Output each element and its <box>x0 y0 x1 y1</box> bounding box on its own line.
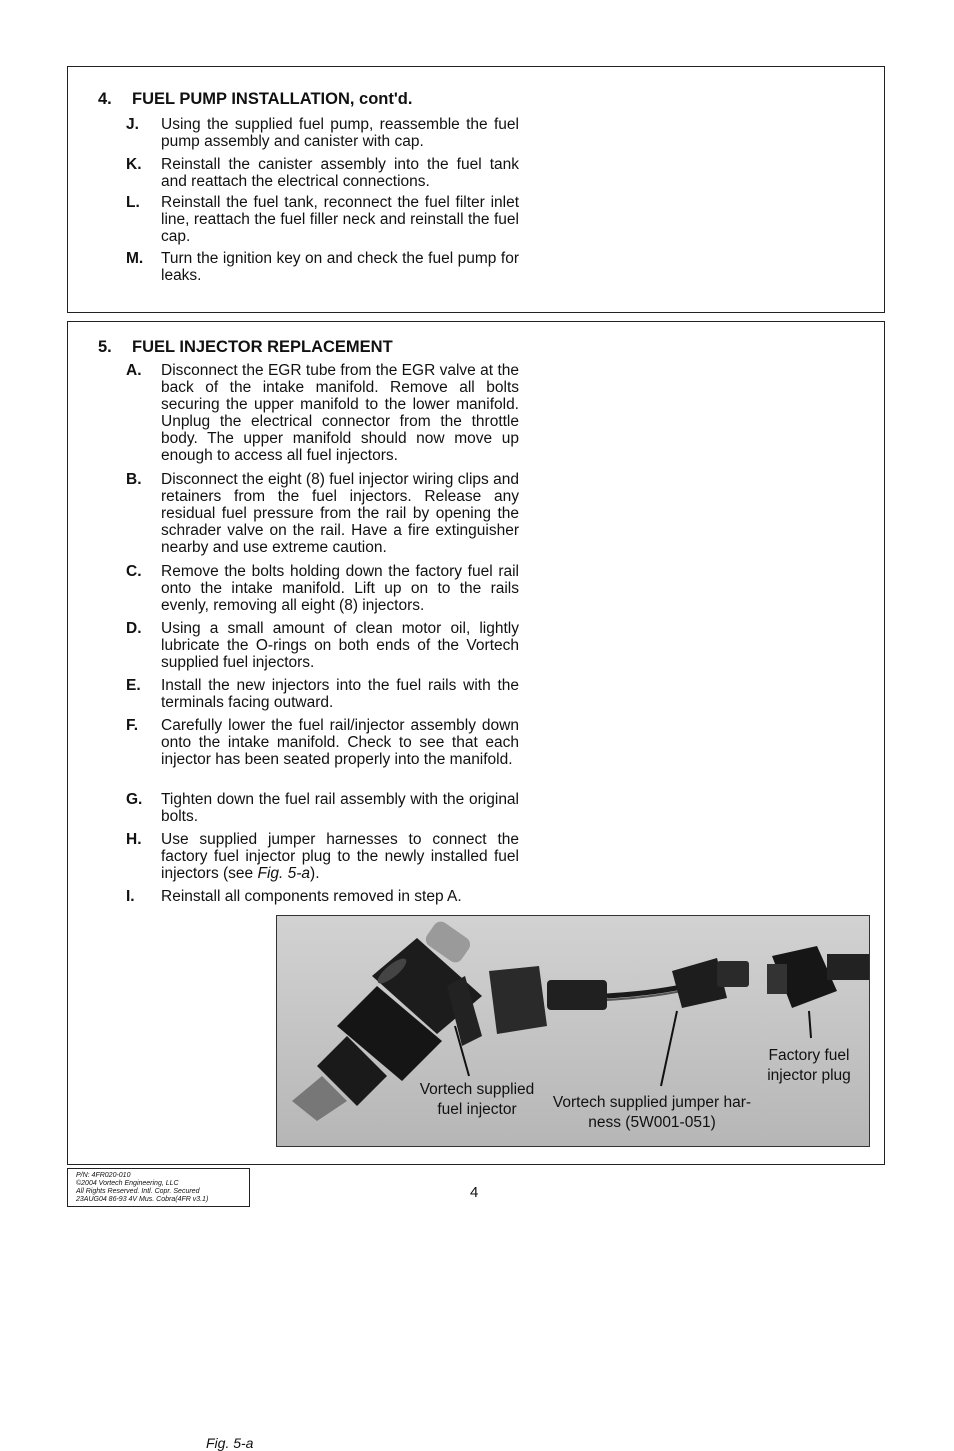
step-text: Turn the ignition key on and check the fuel pump for leaks. <box>161 250 519 284</box>
step-text-part: Use supplied jumper harnesses to connect the factory fuel injector plug to the newly installed fuel injectors (see <box>161 831 519 882</box>
caption-fuel-injector <box>411 1080 543 1120</box>
jumper-harness-illustration <box>489 958 749 1034</box>
pointer-line <box>809 1011 811 1038</box>
section-title: FUEL INJECTOR REPLACEMENT <box>132 338 393 356</box>
caption-line: ness (5W001-051) <box>588 1114 716 1131</box>
figure-photo <box>276 915 870 1147</box>
step-letter: A. <box>126 362 142 379</box>
step-text: Reinstall the fuel tank, reconnect the fuel filter inlet line, reattach the fuel filler neck and reinstall the fuel cap. <box>161 194 519 245</box>
section-number: 4. <box>98 90 112 108</box>
step-b <box>126 471 519 556</box>
figure-reference: Fig. 5-a <box>257 865 311 882</box>
step-letter: F. <box>126 717 139 734</box>
footer-info-box <box>67 1168 250 1207</box>
step-text: Remove the bolts holding down the factory fuel rail onto the intake manifold. Lift up on to the rails evenly, removing all eight (8) injectors. <box>161 563 519 614</box>
copyright: ©2004 Vortech Engineering, LLC <box>76 1180 179 1187</box>
caption-line: Vortech supplied <box>419 1081 535 1098</box>
step-text: Disconnect the EGR tube from the EGR valve at the back of the intake manifold. Remove all bolts securing the upper manifold to the lower manifold. Unplug the electrical connector from the throttle body. The upper manifold should now move up enough to access all fuel injectors. <box>161 362 519 464</box>
step-text: Reinstall all components removed in step A. <box>161 888 462 905</box>
step-letter: L. <box>126 194 140 211</box>
step-h <box>126 831 519 882</box>
caption-line: Vortech supplied jumper har- <box>552 1094 752 1111</box>
step-text <box>161 831 519 882</box>
caption-factory-plug <box>753 1046 865 1086</box>
step-i <box>126 888 519 905</box>
step-letter: H. <box>126 831 142 848</box>
step-letter: K. <box>126 156 142 173</box>
section-4-heading <box>98 90 412 109</box>
step-text-part: ). <box>310 865 320 882</box>
step-text: Install the new injectors into the fuel rails with the terminals facing outward. <box>161 677 519 711</box>
step-text: Using a small amount of clean motor oil, lightly lubricate the O-rings on both ends of the Vortech supplied fuel injectors. <box>161 620 519 671</box>
section-4-box <box>67 66 885 313</box>
caption-line: Factory fuel <box>768 1047 850 1064</box>
step-e <box>126 677 519 711</box>
pointer-line <box>661 1011 677 1086</box>
step-letter: G. <box>126 791 143 808</box>
step-text: Tighten down the fuel rail assembly with the original bolts. <box>161 791 519 825</box>
step-text: Disconnect the eight (8) fuel injector wiring clips and retainers from the fuel injectors. Release any residual fuel pressure from the rail by opening the schrader valve on the rail. Have a fire extinguisher nearby and use extreme caution. <box>161 471 519 556</box>
step-j <box>126 116 519 150</box>
caption-jumper-harness <box>539 1093 765 1133</box>
step-m <box>126 250 519 284</box>
step-letter: B. <box>126 471 142 488</box>
section-title: FUEL PUMP INSTALLATION, cont'd. <box>132 90 413 108</box>
step-d <box>126 620 519 671</box>
rights-notice: All Rights Reserved. Intl. Copr. Secured <box>76 1188 200 1195</box>
section-5-heading <box>98 338 393 357</box>
section-number: 5. <box>98 338 112 356</box>
step-text: Carefully lower the fuel rail/injector assembly down onto the intake manifold. Check to see that each injector has been seated properly into the manifold. <box>161 717 519 768</box>
step-letter: M. <box>126 250 144 267</box>
step-l <box>126 194 519 245</box>
step-letter: J. <box>126 116 139 133</box>
caption-line: fuel injector <box>437 1101 517 1118</box>
part-number: P/N: 4FR020-010 <box>76 1172 131 1179</box>
step-g <box>126 791 519 825</box>
step-letter: I. <box>126 888 135 905</box>
factory-plug-illustration <box>767 946 869 1008</box>
step-a <box>126 362 519 464</box>
step-letter: D. <box>126 620 142 637</box>
step-letter: C. <box>126 563 142 580</box>
revision-info: 23AUG04 86-93 4V Mus. Cobra(4FR v3.1) <box>76 1196 209 1203</box>
step-text: Reinstall the canister assembly into the fuel tank and reattach the electrical connections. <box>161 156 519 190</box>
figure-label: Fig. 5-a <box>206 1435 254 1451</box>
page-number: 4 <box>470 1184 479 1201</box>
step-f <box>126 717 519 768</box>
caption-line: injector plug <box>767 1067 851 1084</box>
step-k <box>126 156 519 190</box>
step-text: Using the supplied fuel pump, reassemble the fuel pump assembly and canister with cap. <box>161 116 519 150</box>
step-c <box>126 563 519 614</box>
step-letter: E. <box>126 677 141 694</box>
